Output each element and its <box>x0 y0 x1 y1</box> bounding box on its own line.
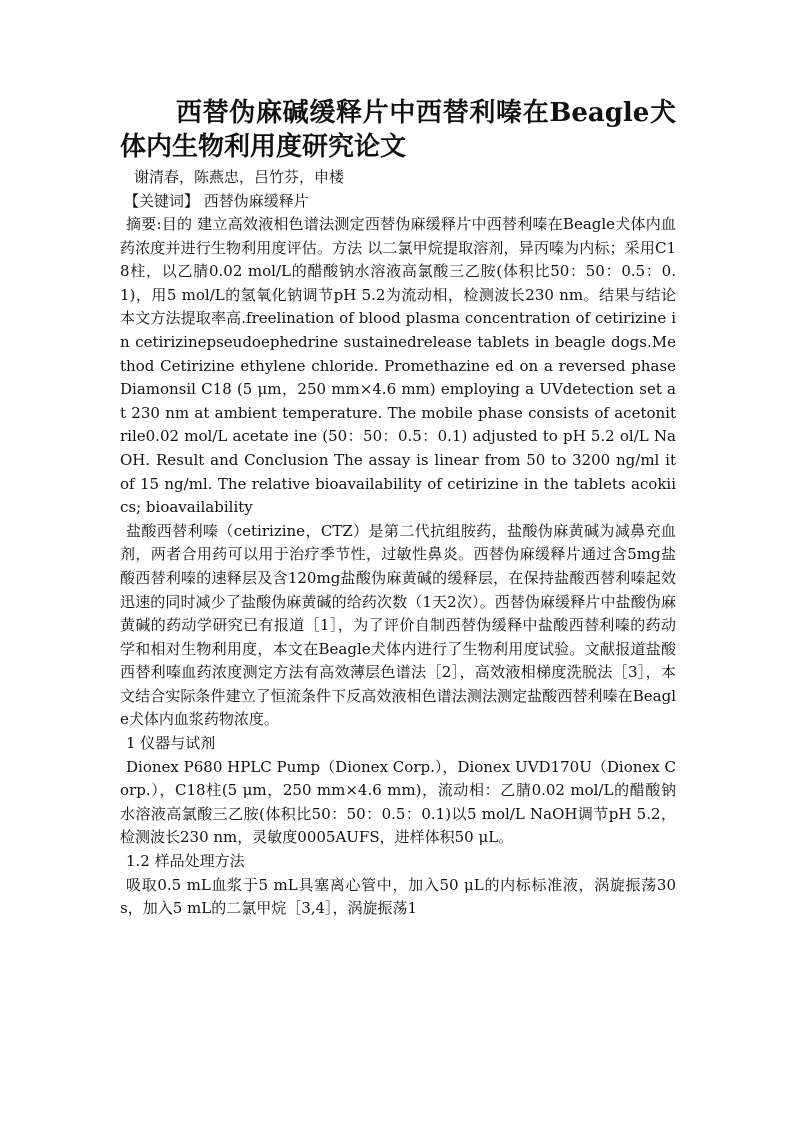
instruments-paragraph: Dionex P680 HPLC Pump（Dionex Corp.），Dionex UVD170U（Dionex Corp.），C18柱(5 μm，250 mm×4.6 mm)，流动相：乙腈0.02 mol/L的醋酸钠水溶液高氯酸三乙胺(体积比50：50：0.5：0.1)以5 mol/L NaOH调节pH 5.2，检测波长230 nm，灵敏度0005AUFS，进样体积50 μL。 <box>120 757 676 847</box>
introduction-paragraph: 盐酸西替利嗪（cetirizine，CTZ）是第二代抗组胺药，盐酸伪麻黄碱为减鼻充血剂，两者合用药可以用于治疗季节性，过敏性鼻炎。西替伪麻缓释片通过含5mg盐酸西替利嗪的速释层及含120mg盐酸伪麻黄碱的缓释层，在保持盐酸西替利嗪起效迅速的同时减少了盐酸伪麻黄碱的给药次数（1天2次）。西替伪麻缓释片中盐酸伪麻黄碱的药动学研究已有报道［1］，为了评价自制西替伪缓释中盐酸西替利嗪的药动学和相对生物利用度，本文在Beagle犬体内进行了生物利用度试验。文献报道盐酸西替利嗪血药浓度测定方法有高效薄层色谱法［2］，高效液相梯度洗脱法［3］，本文结合实际条件建立了恒流条件下反高效液相色谱法测法测定盐酸西替利嗪在Beagle犬体内血浆药物浓度。 <box>120 521 676 729</box>
document-title: 西替伪麻碱缓释片中西替利嗪在Beagle犬体内生物利用度研究论文 <box>120 98 676 162</box>
document-page <box>120 96 676 921</box>
section-heading-instruments: 1 仪器与试剂 <box>126 734 216 753</box>
abstract-paragraph: 摘要:目的 建立高效液相色谱法测定西替伪麻缓释片中西替利嗪在Beagle犬体内血药浓度并进行生物利用度评估。方法 以二氯甲烷提取溶剂，异丙嗪为内标；采用C18柱，以乙腈0.02 mol/L的醋酸钠水溶液高氯酸三乙胺(体积比50：50：0.5：0.1)，用5 mol/L的氢氧化钠调节pH 5.2为流动相，检测波长230 nm。结果与结论 本文方法提取率高.freelination of blood plasma concentration of cetirizine in cetirizinepseudoephedrine sustainedrelease tablets in beagle dogs.Method Cetirizine ethylene chloride. Promethazine ed on a reversed phase Diamonsil C18 (5 μm，250 mm×4.6 mm) employing a UVdetection set at 230 nm at ambient temperature. The mobile phase consists of acetonitrile0.02 mol/L acetate ine (50：50：0.5：0.1) adjusted to pH 5.2 ol/L NaOH. Result and Conclusion The assay is linear from 50 to 3200 ng/ml it of 15 ng/ml. The relative bioavailability of cetirizine in the tablets acokiics; bioavailability <box>120 215 676 517</box>
sample-processing-paragraph: 吸取0.5 mL血浆于5 mL具塞离心管中，加入50 μL的内标标准液，涡旋振荡30 s，加入5 mL的二氯甲烷［3,4］，涡旋振荡1 <box>120 875 676 918</box>
author-list: 谢清春，陈燕忠，吕竹芬，申楼 <box>134 168 345 186</box>
section-heading-sample-processing: 1.2 样品处理方法 <box>126 852 245 871</box>
keywords-line: 【关键词】 西替伪麻缓释片 <box>124 191 309 210</box>
